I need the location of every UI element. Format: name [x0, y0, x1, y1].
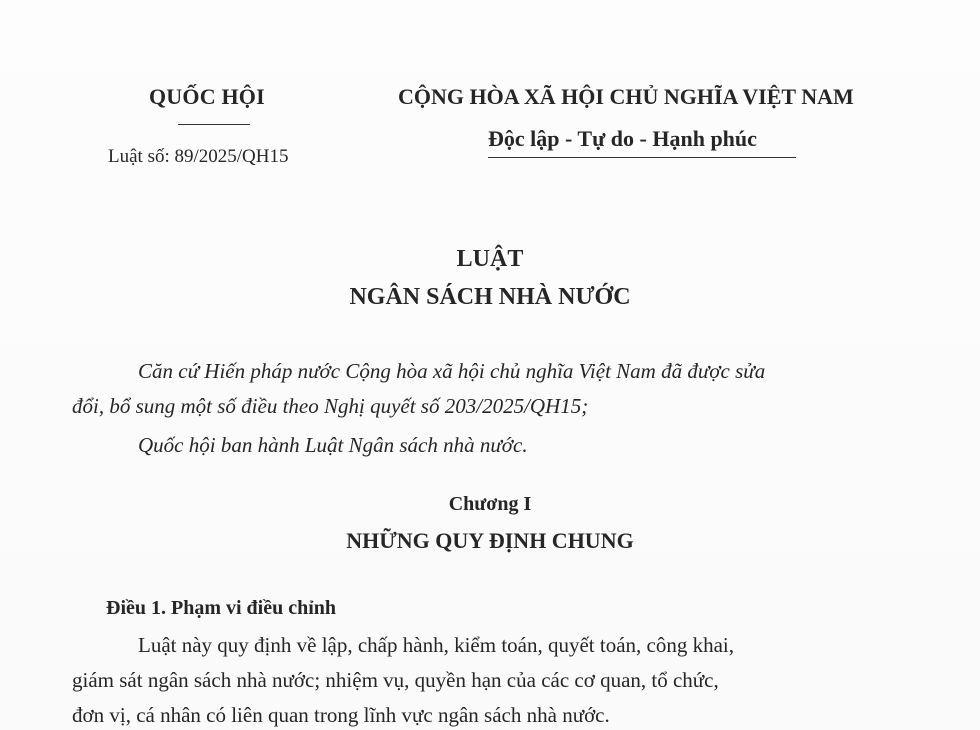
issuer-underline [178, 124, 250, 125]
article-text-line: Luật này quy định về lập, chấp hành, kiểm toán, quyết toán, công khai, [138, 633, 735, 657]
article-text-line: giám sát ngân sách nhà nước; nhiệm vụ, quyền hạn của các cơ quan, tổ chức, [72, 668, 719, 692]
national-title: CỘNG HÒA XÃ HỘI CHỦ NGHĨA VIỆT NAM [398, 84, 854, 109]
issuer-name: QUỐC HỘI [149, 84, 265, 109]
chapter-number: Chương I [448, 493, 532, 515]
preamble-line: Căn cứ Hiến pháp nước Cộng hòa xã hội chủ nghĩa Việt Nam đã được sửa [138, 359, 766, 383]
document-type: LUẬT [456, 246, 524, 272]
chapter-title: NHỮNG QUY ĐỊNH CHUNG [346, 528, 634, 553]
preamble-line: đổi, bổ sung một số điều theo Nghị quyết số 203/2025/QH15; [72, 394, 589, 418]
document-title: NGÂN SÁCH NHÀ NƯỚC [349, 284, 631, 310]
law-number: Luật số: 89/2025/QH15 [108, 146, 289, 167]
article-heading: Điều 1. Phạm vi điều chỉnh [106, 597, 337, 619]
article-text-line: đơn vị, cá nhân có liên quan trong lĩnh vực ngân sách nhà nước. [72, 703, 610, 727]
national-motto: Độc lập - Tự do - Hạnh phúc [488, 126, 757, 151]
motto-underline [488, 157, 796, 158]
preamble-line: Quốc hội ban hành Luật Ngân sách nhà nước. [138, 433, 528, 457]
